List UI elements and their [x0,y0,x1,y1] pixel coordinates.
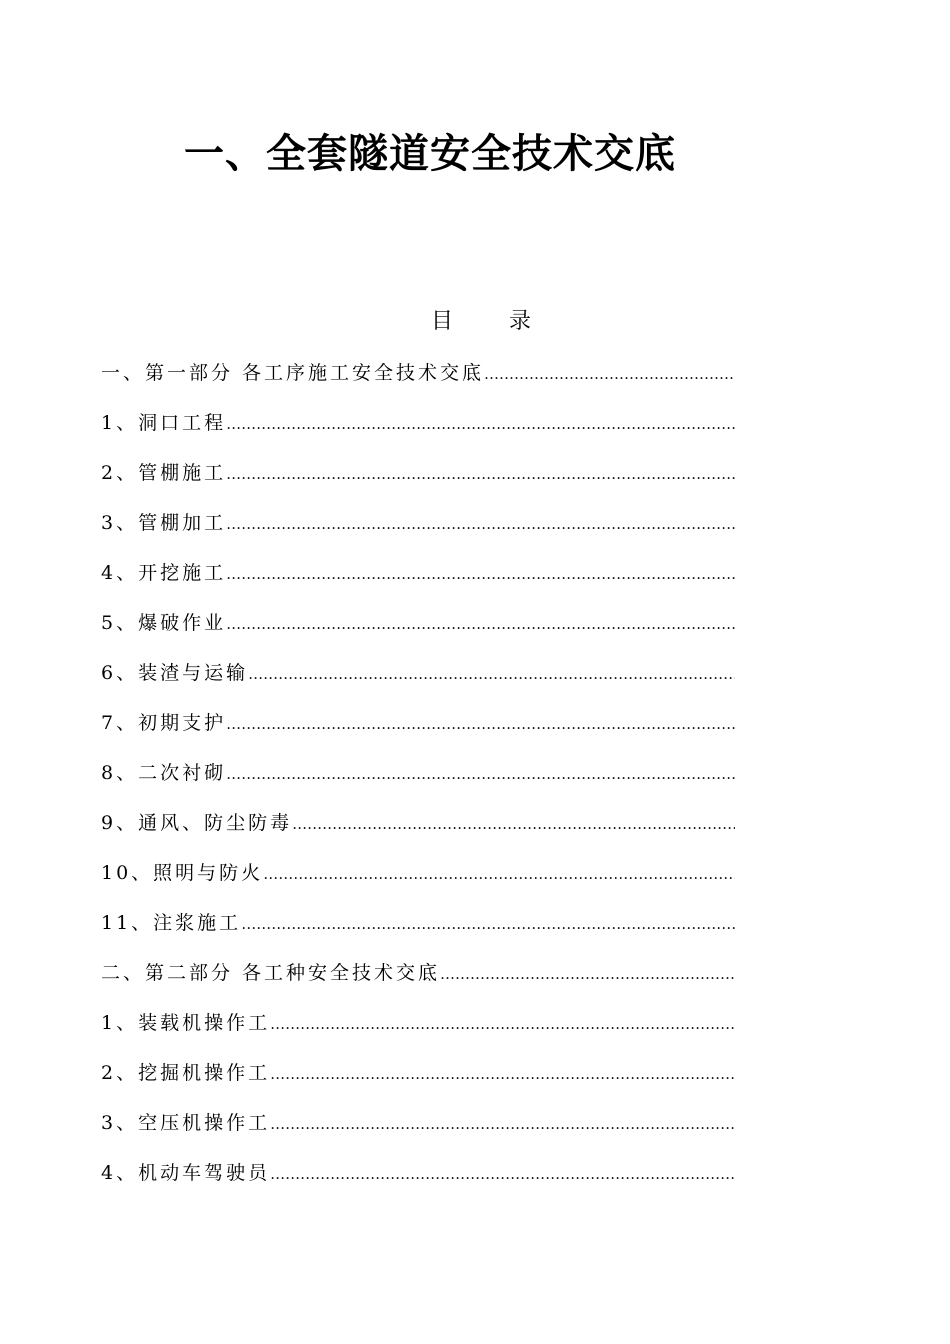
dot-leader [226,706,735,742]
toc-entry[interactable] [101,805,735,855]
toc-entry[interactable] [101,355,735,405]
dot-leader [270,1106,735,1142]
toc-entry[interactable] [101,405,735,455]
dot-leader [226,456,735,492]
toc-entry[interactable] [101,455,735,505]
toc-entry-label: 7、初期支护 [101,712,227,734]
dot-leader [484,356,735,392]
toc-entry[interactable] [101,955,735,1005]
dot-leader [226,506,735,542]
toc-entry[interactable] [101,655,735,705]
dot-leader [440,956,735,992]
toc-entry-label: 11、注浆施工 [101,912,242,934]
toc-entry-label: 10、照明与防火 [101,862,264,884]
dot-leader [226,556,735,592]
dot-leader [241,906,735,942]
toc-entry-label: 1、装载机操作工 [101,1012,271,1034]
toc-entry[interactable] [101,1105,735,1155]
toc-heading [0,306,950,338]
dot-leader [226,406,735,442]
toc-entry-label: 1、洞口工程 [101,412,227,434]
toc-entry[interactable] [101,755,735,805]
toc-entry[interactable] [101,1005,735,1055]
toc-entry-label: 4、开挖施工 [101,562,227,584]
toc-entry-label: 6、装渣与运输 [101,662,249,684]
toc-entry[interactable] [101,855,735,905]
toc-heading-left: 目 [430,309,453,334]
dot-leader [270,1056,735,1092]
toc-entry[interactable] [101,555,735,605]
dot-leader [226,606,735,642]
toc-entry-label: 3、空压机操作工 [101,1112,271,1134]
page-title: 一、全套隧道安全技术交底 [184,131,676,177]
dot-leader [270,1006,735,1042]
table-of-contents [101,355,735,1205]
toc-entry-label: 二、第二部分 各工种安全技术交底 [101,962,441,984]
toc-entry-label: 9、通风、防尘防毒 [101,812,293,834]
toc-entry-label: 4、机动车驾驶员 [101,1162,271,1184]
toc-entry-label: 3、管棚加工 [101,512,227,534]
toc-entry-label: 2、管棚施工 [101,462,227,484]
toc-entry-label: 5、爆破作业 [101,612,227,634]
toc-entry[interactable] [101,605,735,655]
toc-entry[interactable] [101,505,735,555]
toc-entry-label: 8、二次衬砌 [101,762,227,784]
dot-leader [226,756,735,792]
dot-leader [270,1156,735,1192]
dot-leader [248,656,735,692]
toc-entry[interactable] [101,1055,735,1105]
toc-entry[interactable] [101,1155,735,1205]
toc-heading-right: 录 [509,309,532,334]
toc-entry-label: 2、挖掘机操作工 [101,1062,271,1084]
dot-leader [263,856,735,892]
toc-entry[interactable] [101,705,735,755]
toc-entry[interactable] [101,905,735,955]
toc-entry-label: 一、第一部分 各工序施工安全技术交底 [101,362,485,384]
dot-leader [292,806,735,842]
